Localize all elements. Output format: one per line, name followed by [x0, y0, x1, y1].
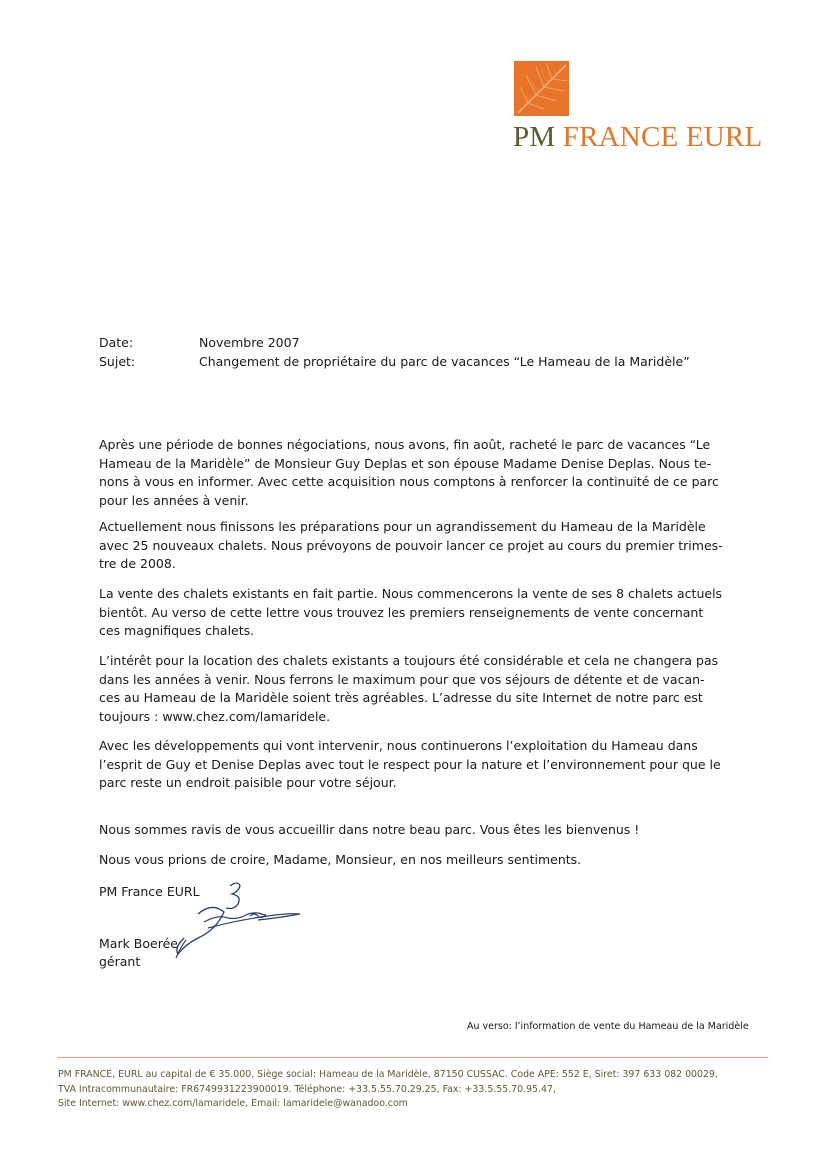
paragraph-line: dans les années à venir. Nous ferrons le maximum pour que vos séjours de détente et de vacan- [99, 671, 705, 687]
paragraph-line: ces au Hameau de la Maridèle soient très agréables. L’adresse du site Internet de notre parc est [99, 690, 703, 706]
closing-salutation [99, 851, 729, 870]
footer-line: PM FRANCE, EURL au capital de € 35.000, Siège social: Hameau de la Maridèle, 87150 CUSSAC. Code APE: 552 E, Siret: 397 633 082 00029, [58, 1069, 718, 1080]
paragraph-line: parc reste un endroit paisible pour votre séjour. [99, 775, 397, 791]
letter-paragraph-3 [99, 585, 729, 641]
paragraph-line: avec 25 nouveaux chalets. Nous prévoyons de pouvoir lancer ce projet au cours du premier trimes- [99, 537, 723, 553]
paragraph-line: Hameau de la Maridèle” de Monsieur Guy Deplas et son épouse Madame Denise Deplas. Nous te- [99, 455, 712, 471]
paragraph-line: La vente des chalets existants en fait partie. Nous commencerons la vente de ses 8 chalets actuels [99, 586, 723, 601]
paragraph-line: ces magnifiques chalets. [99, 623, 255, 639]
letter-paragraph-5 [99, 737, 729, 793]
signatory-name: Mark Boerée [99, 936, 178, 951]
signatory-role: gérant [99, 954, 141, 969]
letter-paragraph-4 [99, 652, 729, 726]
letter-paragraph-1 [99, 436, 729, 510]
paragraph-line: L’intérêt pour la location des chalets existants a toujours été considérable et cela ne changera pas [99, 653, 719, 668]
paragraph-line: nons à vous en informer. Avec cette acquisition nous comptons à renforcer la continuité de ce parc [99, 474, 719, 490]
footer-divider [58, 1057, 768, 1058]
paragraph-line: Après une période de bonnes négociations, nous avons, fin août, racheté le parc de vacances “Le [99, 437, 711, 452]
paragraph-line: Nous sommes ravis de vous accueillir dans notre beau parc. Vous êtes les bienvenus ! [99, 822, 640, 837]
company-footer [58, 1068, 718, 1112]
paragraph-line: l’esprit de Guy et Denise Deplas avec tout le respect pour la nature et l’environnement pour que le [99, 756, 721, 772]
handwritten-signature [168, 878, 303, 960]
date-label: Date: [99, 335, 134, 350]
letter-paragraph-2 [99, 518, 729, 574]
paragraph-line: tre de 2008. [99, 556, 176, 572]
date-value: Novembre 2007 [199, 335, 300, 350]
leaf-icon [514, 61, 569, 116]
paragraph-line: bientôt. Au verso de cette lettre vous trouvez les premiers renseignements de vente concernant [99, 604, 704, 620]
footer-line: TVA Intracommunautaire: FR6749931223900019. Téléphone: +33.5.55.70.29.25, Fax: +33.5.55.70.95.47, [58, 1083, 556, 1095]
logo-text-france-eurl: FRANCE EURL [562, 121, 763, 153]
signature-company: PM France EURL [99, 884, 200, 899]
paragraph-line: Actuellement nous finissons les préparations pour un agrandissement du Hameau de la Maridèle [99, 519, 706, 534]
paragraph-line: Avec les développements qui vont intervenir, nous continuerons l’exploitation du Hameau dans [99, 738, 698, 753]
paragraph-line: toujours : www.chez.com/lamaridele. [99, 708, 331, 724]
paragraph-line: Nous vous prions de croire, Madame, Monsieur, en nos meilleurs sentiments. [99, 852, 582, 867]
letter-paragraph-6 [99, 821, 729, 840]
footer-line: Site Internet: www.chez.com/lamaridele, Email: lamaridele@wanadoo.com [58, 1098, 408, 1109]
paragraph-line: pour les années à venir. [99, 492, 249, 508]
subject-value: Changement de propriétaire du parc de vacances “Le Hameau de la Maridèle” [199, 354, 690, 369]
verso-note: Au verso: l’information de vente du Hameau de la Maridèle [467, 1021, 749, 1032]
logo-text-pm: PM [513, 121, 556, 153]
company-logo-text [513, 121, 762, 154]
subject-label: Sujet: [99, 354, 136, 369]
